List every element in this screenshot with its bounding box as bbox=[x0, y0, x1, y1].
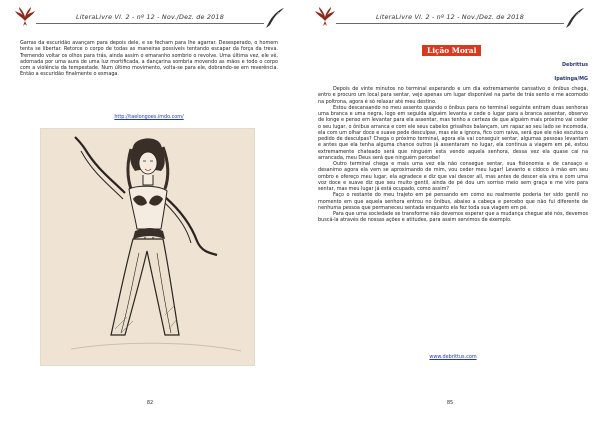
quill-pen-icon bbox=[264, 7, 286, 29]
author-name: Debrittus bbox=[561, 62, 588, 68]
article-body bbox=[318, 86, 588, 224]
quill-pen-icon bbox=[564, 7, 586, 29]
article-paragraph: Estou descansando no meu assento quando o ônibus para no terminal seguinte entram duas senhoras uma branca e uma negra, logo em seguida alguém levanta e cede o lugar para a branca assentar, observo de longe e penso em levantar para ela assentar, mas tenho a certeza de que alguém mais próximo vai ceder o seu lugar, o ônibus arranca e com ele seus cabelos grisalhos balançam, um rapaz ao seu lado se incomoda, ela com um olhar doce e suave pede desculpas, mas ele a ignora, fico com raiva, será que ele não escutou o pedido de desculpas? Chega o próximo terminal, agora ela vai conseguir sentar, algumas pessoas levantam e antes que ela tenha alguma chance outros já assentaram no lugar, ela continua a viagem em pé, estou extremamente chateado será que ninguém esta vendo aquela senhora, dessa vez ela quase cai na arrancada, meu Deus será que ninguém percebe! bbox=[318, 104, 588, 161]
section-title-badge: Lição Moral bbox=[422, 45, 481, 56]
story-paragraph: Garras da escuridão avançam para depois dele, e se fecham para lhe agarrar. Desesperado, o homem tenta se libertar. Retorce o corpo de todas as maneiras possíveis tentando escapar da força da treva. Tremendo voltar os olhos para trás, ainda assim o emaranho sombrio o revolve. Uma última vez, ele vê, adornada por uma aura de uma luz mortificada, a dançarina sombria movendo as mãos e todo o corpo com a violência da tempestade. Num último movimento, volta-se para ele, dobrando-se em reverência. Então a escuridão finalmente o esmaga. bbox=[20, 40, 278, 78]
dancer-illustration bbox=[40, 128, 255, 366]
dancer-sketch-drawing bbox=[41, 129, 255, 366]
author-link[interactable]: http://taelongoes.imdo.com/ bbox=[114, 114, 184, 120]
wings-logo-icon bbox=[314, 6, 336, 28]
right-page-number: 85 bbox=[446, 400, 454, 406]
header-rule bbox=[36, 23, 264, 24]
right-page bbox=[300, 0, 600, 424]
author-location: Ipatinga/MG bbox=[554, 76, 588, 82]
left-header bbox=[14, 6, 286, 32]
header-title: LiteraLivre Vl. 2 - nº 12 - Nov./Dez. de 2018 bbox=[376, 13, 524, 21]
header-title: LiteraLivre Vl. 2 - nº 12 - Nov./Dez. de 2018 bbox=[76, 13, 224, 21]
header-rule bbox=[336, 23, 564, 24]
left-page-number: 82 bbox=[146, 400, 154, 406]
author-website-link[interactable]: www.debrittus.com bbox=[429, 354, 477, 360]
article-paragraph: Depois de vinte minutos no terminal esperando e um dia extremamente cansativo o ônibus chega, entro e procuro um local para sentar, vejo apenas um lugar disponível na parte de trás sento e me acomodo na poltrona, agora é só relaxar até meu destino. bbox=[318, 86, 588, 105]
right-header bbox=[314, 6, 586, 32]
article-paragraph: Outro terminal chega e mais uma vez ela não consegue sentar, sua fisionomia e de cansaço e desanimo agora ela vem se aproximando de mim, vou ceder meu lugar! Levanto e cidoco à mão em seu ombro e ofereço meu lugar, ela agradece e diz que vai descer all, mas antes de descer ela vira e com uma voz doce e suave diz que seu muito gentil, ainda de pé dou um sorriso meio sem graça e me viro para sentar, mas meu lugar já está ocupado, como assim? bbox=[318, 161, 588, 192]
article-paragraph: Para que uma sociedade se transforme não devemos esperar que a mudança chegue até nós, devemos buscá-la através de nossas ações e atitudes, para assim servimos de exemplo. bbox=[318, 211, 588, 224]
wings-logo-icon bbox=[14, 6, 36, 28]
article-paragraph: Faço o restante do meu trajeto em pé pensando em como eu realmente poderia ter sido gentil no momento em que aquela senhora entrou no ônibus, abaixo a cabeça e percebo que não fui diferente de nenhuma pessoa que permaneceu sentada enquanto ela fez toda sua viagem em pé. bbox=[318, 192, 588, 211]
